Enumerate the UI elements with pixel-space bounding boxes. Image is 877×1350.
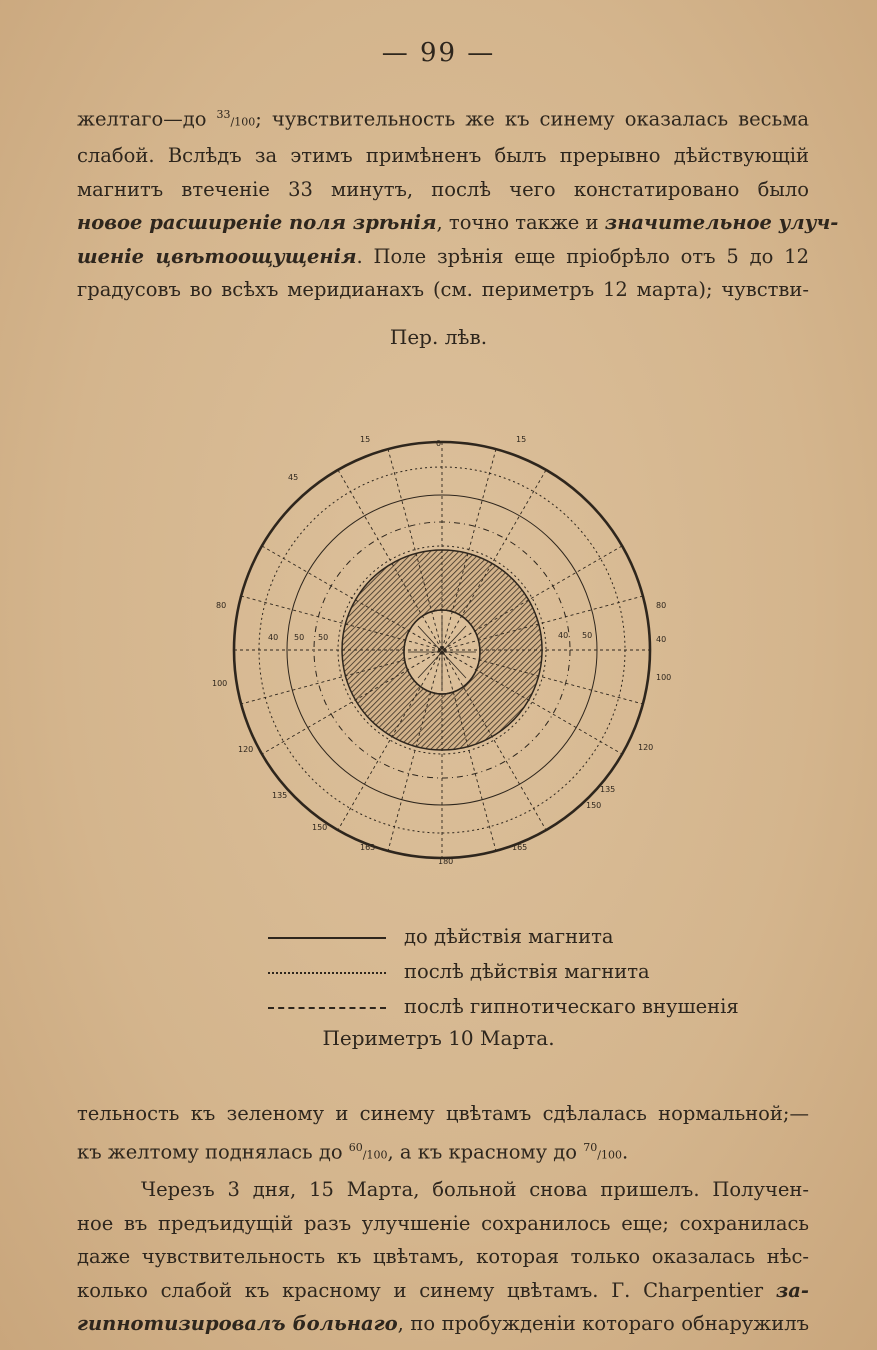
tick-label: 180 [438,857,454,866]
text-span: . [621,1140,629,1163]
fraction-denominator: /100 [597,1148,622,1161]
text-line [77,1307,809,1341]
page-number: — 99 — [381,38,496,68]
italic-text: за- [775,1278,809,1302]
tick-label: 40 [268,633,279,642]
tick-label: 150 [312,823,328,832]
fraction-denominator: /100 [362,1148,388,1161]
tick-label: 165 [512,843,528,852]
legend-label: послѣ гипнотическаго внушенiя [404,995,739,1018]
legend-dashed-line [268,1007,386,1009]
text-line: ное въ предъидущiй разъ улучшенiе сохранилось еще; сохранилась [77,1211,809,1235]
tick-label: 100 [212,679,228,688]
tick-label: 80 [656,601,667,610]
tick-label: 40 [558,631,569,640]
text-line: даже чувствительность къ цвѣтамъ, которая только оказалась нѣс- [77,1245,809,1268]
tick-label: 15 [360,435,371,444]
text-line: градусовъ во всѣхъ меридианахъ (см. периметръ 12 марта); чувстви- [77,278,809,301]
text-line: Черезъ 3 дня, 15 Марта, больной снова пришелъ. Получен- [141,1178,809,1201]
tick-label: 50 [318,633,329,642]
legend-dotted-line [268,972,386,974]
text-span: колько слабой къ красному и синему цвѣтамъ. Г. Charpentier [77,1278,776,1302]
text-line [77,98,809,139]
text-span: , точно также и [436,211,605,234]
tick-label: 50 [582,631,593,640]
legend-label: до дѣйствiя магнита [404,925,614,948]
tick-label: 40 [656,635,667,644]
text-line: слабой. Вслѣдъ за этимъ примѣненъ былъ прерывно дѣйствующiй [77,144,809,167]
paragraph-top [77,98,839,307]
text-span: , по пробужденiи котораго обнаружилъ [397,1312,810,1335]
figure-caption-top: Пер. лѣв. [389,325,488,349]
legend-item [268,995,739,1018]
italic-text: значительное улуч- [604,211,839,234]
tick-label: 135 [600,785,616,794]
fraction-denominator: /100 [230,115,256,129]
italic-text: шенiе цвѣтоощущенiя [77,244,357,268]
tick-label: 120 [638,743,654,752]
tick-label: 80 [216,601,227,610]
text-span: ; чувствительность же къ синему оказалась весьма [255,107,809,131]
tick-label: 50 [294,633,305,642]
legend-solid-line [268,937,386,939]
paragraph-middle [77,1097,809,1172]
text-span: желтаго—до [77,107,217,131]
tick-label: 100 [656,673,672,682]
tick-label: 120 [238,745,254,754]
fraction-numerator: 60 [348,1140,363,1154]
text-line: тельность къ зеленому и синему цвѣтамъ сдѣлалась нормальной;— [77,1102,809,1125]
italic-text: гипнотизировалъ больнаго [77,1312,398,1335]
text-line [77,1131,809,1172]
figure-caption-bottom: Периметръ 10 Марта. [322,1026,555,1050]
legend-item [268,925,614,948]
text-line [77,240,809,274]
text-span: . Поле зрѣнiя еще прiобрѣло отъ 5 до 12 [356,244,809,268]
text-span: къ желтому поднялась до [77,1140,349,1163]
text-line [77,1274,809,1308]
tick-label: 45 [288,473,299,482]
fraction-numerator: 70 [583,1140,598,1154]
paragraph-bottom [77,1173,809,1341]
text-line: магнитъ втеченiе 33 минутъ, послѣ чего констатировано было [77,177,809,201]
tick-label: 15 [516,435,527,444]
tick-label: 0 [436,439,442,448]
inner-meridians [408,615,476,689]
legend-item [268,960,650,983]
fraction-numerator: 33 [216,108,231,121]
italic-text: новое расширенiе поля зрѣнiя [77,211,437,234]
perimeter-chart [212,430,682,870]
tick-label: 135 [272,791,288,800]
text-line [77,206,839,240]
legend-label: послѣ дѣйствiя магнита [404,960,650,983]
tick-label: 150 [586,801,602,810]
text-span: , а къ красному до [387,1140,584,1163]
tick-label: 165 [360,843,376,852]
